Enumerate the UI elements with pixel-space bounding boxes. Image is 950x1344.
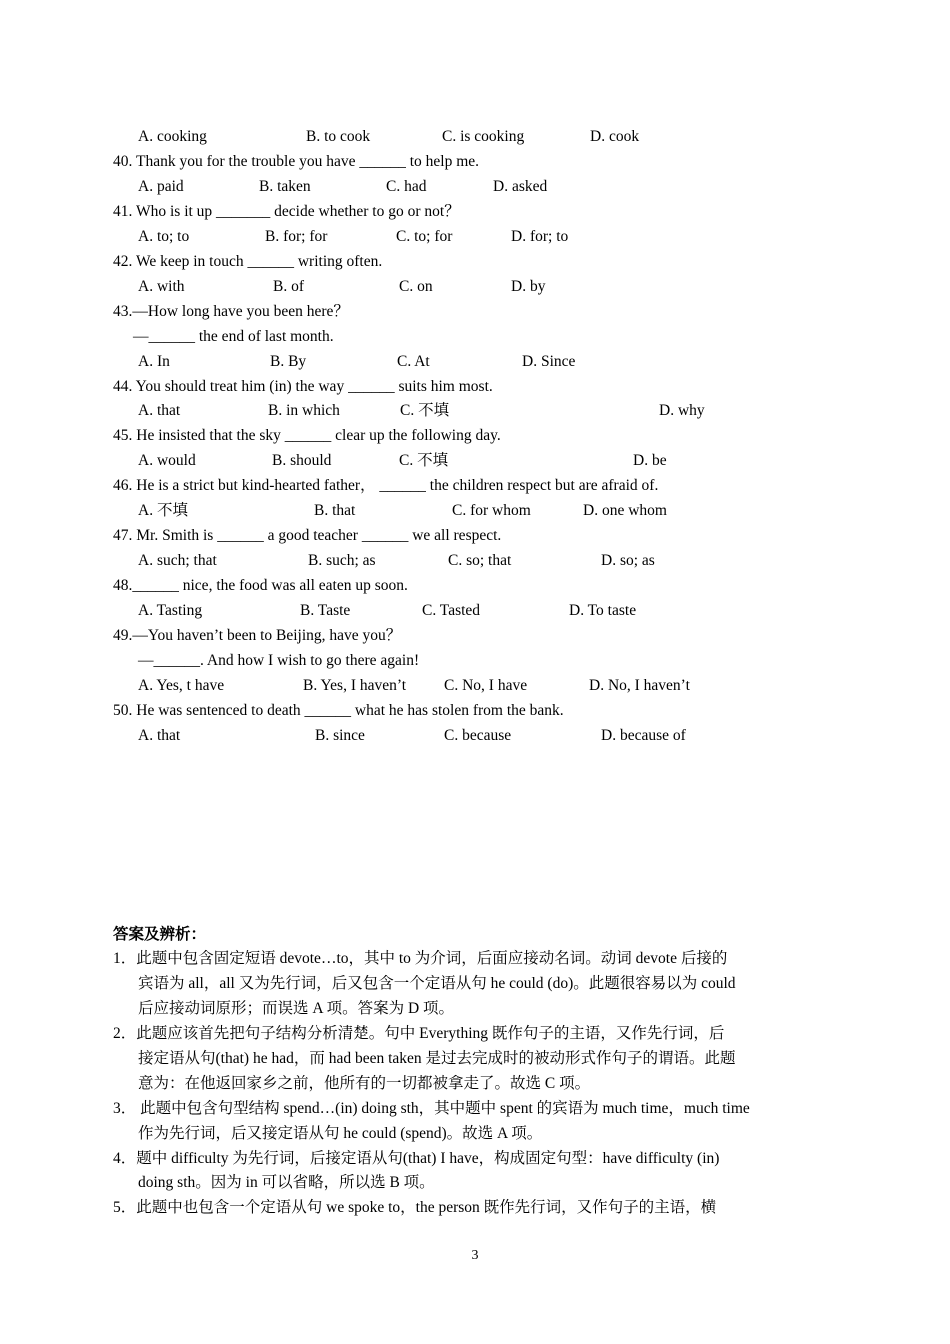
q42-option-a: A. with: [138, 278, 185, 295]
q48-option-d: D. To taste: [569, 602, 637, 619]
q40-option-d: D. asked: [493, 178, 548, 195]
q41-option-a: A. to; to: [138, 228, 190, 245]
q39-option-d: D. cook: [590, 128, 640, 145]
q43-option-d: D. Since: [522, 353, 576, 370]
q40-option-a: A. paid: [138, 178, 184, 195]
q50-stem: 50. He was sentenced to death ______ what he has stolen from the bank.: [113, 702, 564, 719]
q44-option-d: D. why: [659, 402, 705, 419]
q47-stem: 47. Mr. Smith is ______ a good teacher ______ we all respect.: [113, 527, 502, 544]
q49-response: —______. And how I wish to go there again!: [138, 652, 420, 669]
q45-option-d: D. be: [633, 452, 667, 469]
q41-option-c: C. to; for: [396, 228, 453, 245]
q48-stem: 48.______ nice, the food was all eaten up soon.: [113, 577, 408, 594]
q49-option-a: A. Yes, t have: [138, 677, 225, 694]
answer-line: 2．此题应该首先把句子结构分析清楚。句中 Everything 既作句子的主语，又作先行词，后: [113, 1025, 725, 1042]
q42-option-c: C. on: [399, 278, 433, 295]
q44-option-a: A. that: [138, 402, 181, 419]
q40-option-b: B. taken: [259, 178, 311, 195]
q46-option-b: B. that: [314, 502, 356, 519]
q45-option-b: B. should: [272, 452, 332, 469]
q46-option-c: C. for whom: [452, 502, 531, 519]
q48-option-c: C. Tasted: [422, 602, 481, 619]
q39-option-b: B. to cook: [306, 128, 371, 145]
answer-line: 后应接动词原形；而误选 A 项。答案为 D 项。: [138, 1000, 455, 1017]
q48-option-b: B. Taste: [300, 602, 351, 619]
q44-stem: 44. You should treat him (in) the way ______ suits him most.: [113, 378, 493, 395]
q50-option-b: B. since: [315, 727, 365, 744]
q44-option-c: C. 不填: [400, 402, 450, 419]
q41-option-d: D. for; to: [511, 228, 569, 245]
answer-line: 接定语从句(that) he had，而 had been taken 是过去完成时的被动形式作句子的谓语。此题: [138, 1050, 736, 1067]
q43-option-a: A. In: [138, 353, 170, 370]
answer-line: 1．此题中包含固定短语 devote…to，其中 to 为介词，后面应接动名词。动词 devote 后接的: [113, 950, 728, 967]
q44-option-b: B. in which: [268, 402, 340, 419]
answer-line: 4．题中 difficulty 为先行词，后接定语从句(that) I have，构成固定句型：have difficulty (in): [113, 1150, 720, 1167]
q47-option-c: C. so; that: [448, 552, 512, 569]
q45-option-c: C. 不填: [399, 452, 449, 469]
q49-option-c: C. No, I have: [444, 677, 528, 694]
q50-option-c: C. because: [444, 727, 512, 744]
q50-option-d: D. because of: [601, 727, 686, 744]
q43-response: —______ the end of last month.: [133, 328, 334, 345]
q40-stem: 40. Thank you for the trouble you have ______ to help me.: [113, 153, 480, 170]
answer-line: doing sth。因为 in 可以省略，所以选 B 项。: [138, 1174, 435, 1191]
q49-stem: 49.—You haven’t been to Beijing, have you？: [113, 627, 402, 644]
q49-option-d: D. No, I haven’t: [589, 677, 690, 694]
answer-line: 作为先行词，后又接定语从句 he could (spend)。故选 A 项。: [138, 1125, 543, 1142]
q40-option-c: C. had: [386, 178, 427, 195]
q42-stem: 42. We keep in touch ______ writing often.: [113, 253, 383, 270]
q43-stem: 43.—How long have you been here？: [113, 303, 349, 320]
q46-option-d: D. one whom: [583, 502, 667, 519]
q48-option-a: A. Tasting: [138, 602, 203, 619]
q39-option-a: A. cooking: [138, 128, 207, 145]
q47-option-d: D. so; as: [601, 552, 655, 569]
q49-option-b: B. Yes, I haven’t: [303, 677, 407, 694]
q42-option-d: D. by: [511, 278, 546, 295]
q47-option-b: B. such; as: [308, 552, 376, 569]
page-number: 3: [471, 1248, 479, 1263]
q46-stem: 46. He is a strict but kind-hearted father， ______ the children respect but are afraid of.: [113, 477, 659, 494]
q41-option-b: B. for; for: [265, 228, 328, 245]
q43-option-b: B. By: [270, 353, 307, 370]
q42-option-b: B. of: [273, 278, 304, 295]
q43-option-c: C. At: [397, 353, 430, 370]
answer-line: 3． 此题中包含句型结构 spend…(in) doing sth，其中题中 spent 的宾语为 much time，much time: [113, 1100, 750, 1117]
q45-option-a: A. would: [138, 452, 196, 469]
q46-option-a: A. 不填: [138, 502, 188, 519]
answer-line: 5．此题中也包含一个定语从句 we spoke to，the person 既作先行词，又作句子的主语，横: [113, 1199, 717, 1216]
q47-option-a: A. such; that: [138, 552, 217, 569]
answer-line: 意为：在他返回家乡之前，他所有的一切都被拿走了。故选 C 项。: [138, 1075, 591, 1092]
answers-heading: 答案及辨析：: [113, 926, 207, 943]
q41-stem: 41. Who is it up _______ decide whether to go or not？: [113, 203, 460, 220]
answer-line: 宾语为 all，all 又为先行词，后又包含一个定语从句 he could (do)。此题很容易以为 could: [138, 975, 736, 992]
q39-option-c: C. is cooking: [442, 128, 525, 145]
q50-option-a: A. that: [138, 727, 181, 744]
q45-stem: 45. He insisted that the sky ______ clear up the following day.: [113, 427, 501, 444]
